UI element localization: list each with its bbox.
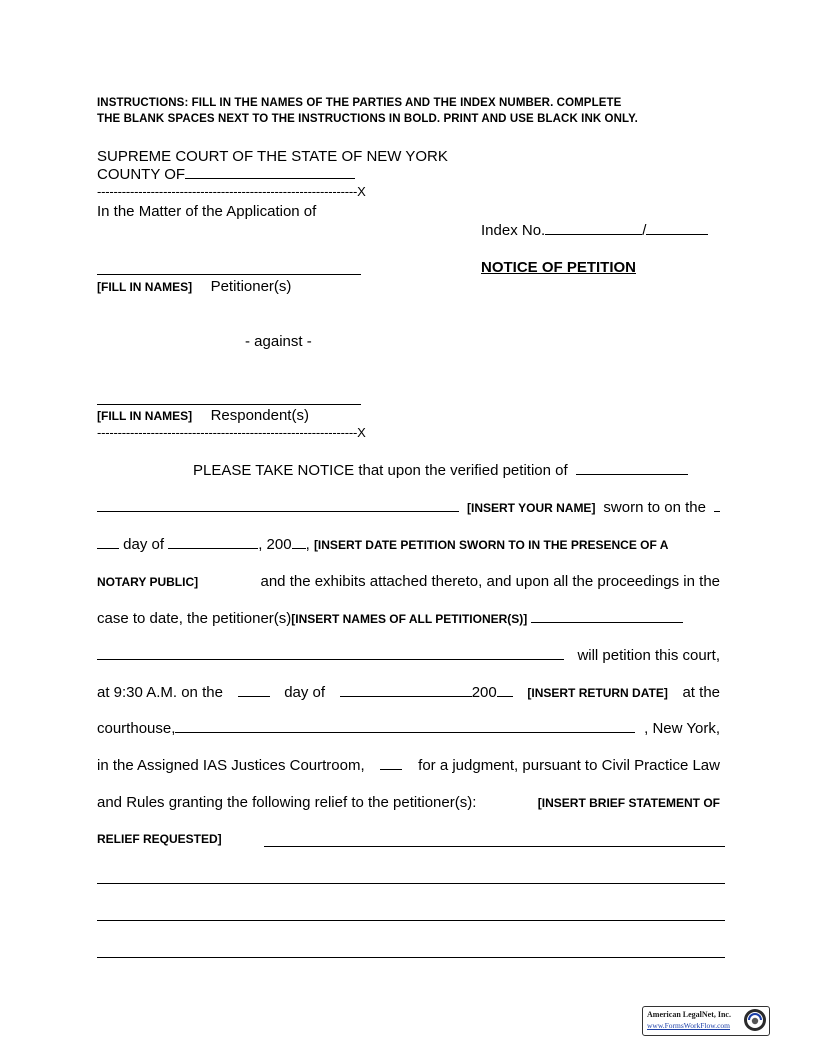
notary-tag: NOTARY PUBLIC] <box>97 575 199 589</box>
relief-line-2[interactable] <box>97 883 725 884</box>
relief-line-1[interactable] <box>264 846 725 847</box>
courthouse-text: courthouse, <box>97 720 176 737</box>
relief-intro-text: and Rules granting the following relief to the petitioner(s): <box>97 794 477 811</box>
county-label: COUNTY OF <box>97 166 186 183</box>
respondent-name-line[interactable] <box>97 404 361 405</box>
return-year-prefix: 200 <box>471 684 497 701</box>
body-line-4 <box>97 573 720 590</box>
insert-date-tag: [INSERT DATE PETITION SWORN TO IN THE PRESENCE OF A <box>313 538 669 552</box>
document-title: NOTICE OF PETITION <box>481 259 637 276</box>
relief-line-4[interactable] <box>97 957 725 958</box>
respondent-role: Respondent(s) <box>210 407 309 424</box>
at-the-text: at the <box>682 684 720 701</box>
insert-relief-tag: [INSERT BRIEF STATEMENT OF <box>537 796 720 810</box>
relief-requested-tag: RELIEF REQUESTED] <box>97 832 222 846</box>
insert-petitioners-tag: [INSERT NAMES OF ALL PETITIONER(S)] <box>291 612 528 626</box>
fill-in-names-label: [FILL IN NAMES] <box>97 280 193 294</box>
index-slash: / <box>642 222 647 239</box>
body-line-5 <box>97 610 725 627</box>
case-to-date-text: case to date, the petitioner(s) <box>97 610 292 627</box>
matter-text: In the Matter of the Application of <box>97 203 317 220</box>
petitioner-name-blank[interactable] <box>576 462 688 475</box>
sworn-day-blank[interactable] <box>97 536 119 549</box>
sworn-year-blank[interactable] <box>292 536 306 549</box>
relief-line-3[interactable] <box>97 920 725 921</box>
caption-separator-bottom: ---------------------------------------------------------------X <box>97 425 366 440</box>
return-day-of-text: day of <box>284 684 326 701</box>
globe-seal-icon <box>743 1008 767 1032</box>
caption-separator-top: ---------------------------------------------------------------X <box>97 184 366 199</box>
respondent-row <box>97 407 309 425</box>
logo-url[interactable]: www.FormsWorkFlow.com <box>647 1021 731 1030</box>
time-text: at 9:30 A.M. on the <box>97 684 223 701</box>
insert-your-name-tag: [INSERT YOUR NAME] <box>466 501 596 515</box>
petitioners-blank-continued[interactable] <box>97 647 564 660</box>
index-label: Index No. <box>481 222 546 239</box>
body-line-3: day of , 200 , [INSERT DATE PETITION SWORN TO IN THE PRESENCE OF A <box>97 536 720 553</box>
body-line-9 <box>97 757 720 774</box>
index-blank-1[interactable] <box>545 222 642 235</box>
sworn-month-blank[interactable] <box>168 536 258 549</box>
will-petition-text: will petition this court, <box>577 647 720 664</box>
logo-brand: American LegalNet, Inc. <box>647 1010 731 1019</box>
petitioner-role: Petitioner(s) <box>210 278 292 295</box>
instructions-line-1: INSTRUCTIONS: FILL IN THE NAMES OF THE PARTIES AND THE INDEX NUMBER. COMPLETE <box>97 97 622 109</box>
instructions-line-2: THE BLANK SPACES NEXT TO THE INSTRUCTIONS IN BOLD. PRINT AND USE BLACK INK ONLY. <box>97 113 638 125</box>
year-prefix: , 200 <box>258 536 292 553</box>
sworn-text: sworn to on the <box>603 499 706 516</box>
body-line-8 <box>97 720 720 737</box>
petitioners-blank[interactable] <box>531 610 683 623</box>
return-year-blank[interactable] <box>497 684 513 697</box>
new-york-text: , New York, <box>644 720 720 737</box>
index-blank-2[interactable] <box>646 222 708 235</box>
county-blank[interactable] <box>185 166 355 179</box>
return-month-blank[interactable] <box>340 684 472 697</box>
courthouse-address-blank[interactable] <box>175 720 635 733</box>
legalnet-logo[interactable] <box>642 1006 770 1036</box>
courtroom-text: in the Assigned IAS Justices Courtroom, <box>97 757 365 774</box>
insert-return-date-tag: [INSERT RETURN DATE] <box>527 686 668 700</box>
courtroom-blank[interactable] <box>380 757 402 770</box>
your-name-blank[interactable] <box>97 499 459 512</box>
notice-text: PLEASE TAKE NOTICE that upon the verified petition of <box>193 462 568 479</box>
fill-in-names-label: [FILL IN NAMES] <box>97 409 193 423</box>
body-line-7 <box>97 684 720 701</box>
exhibits-text: and the exhibits attached thereto, and upon all the proceedings in the <box>260 573 720 590</box>
petitioner-row <box>97 278 291 296</box>
day-of-text: day of <box>123 536 165 553</box>
court-name: SUPREME COURT OF THE STATE OF NEW YORK <box>97 148 448 165</box>
return-day-blank[interactable] <box>238 684 270 697</box>
body-line-1 <box>97 462 720 479</box>
body-line-2 <box>97 499 720 516</box>
index-number-row <box>481 222 708 239</box>
against-text: - against - <box>245 333 312 350</box>
body-line-6 <box>97 647 720 664</box>
county-row <box>97 166 355 183</box>
sworn-day-blank-start[interactable] <box>714 499 720 512</box>
petitioner-name-line[interactable] <box>97 274 361 275</box>
judgment-text: for a judgment, pursuant to Civil Practice Law <box>418 757 720 774</box>
body-line-10 <box>97 794 720 811</box>
